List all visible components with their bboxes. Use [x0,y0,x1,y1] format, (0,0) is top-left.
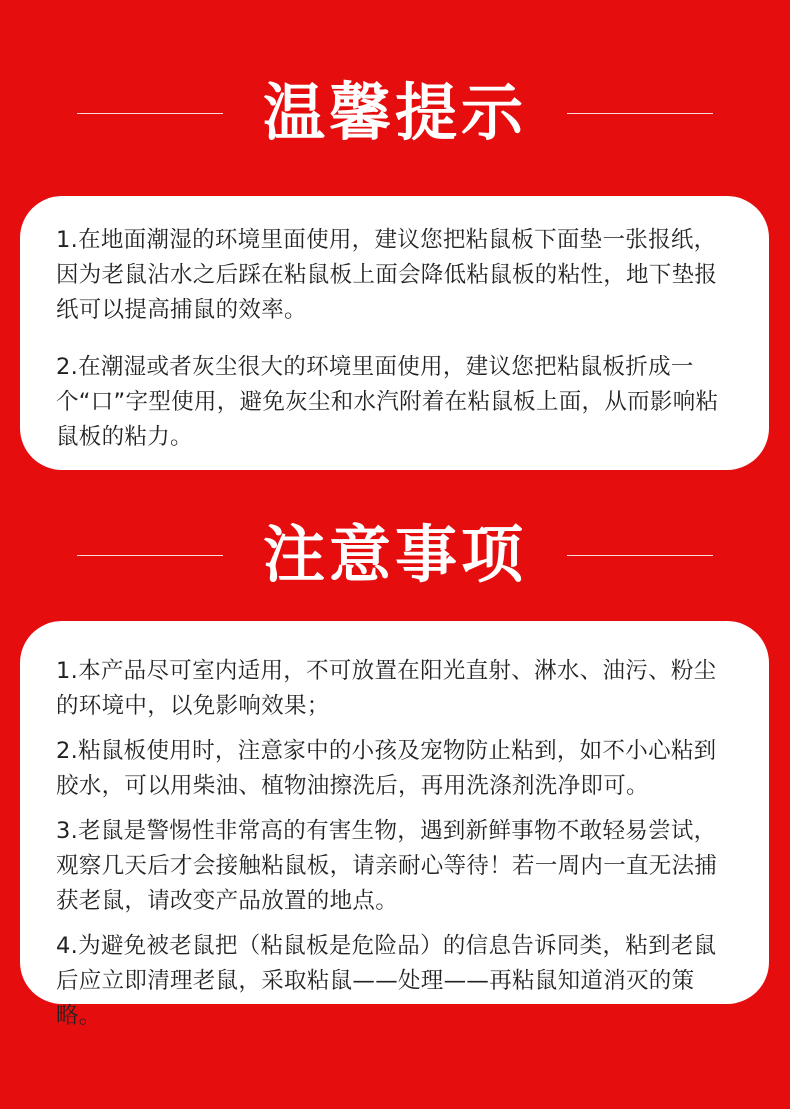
tips-title: 温馨提示 [262,76,527,149]
tip-item-1: 1.在地面潮湿的环境里面使用，建议您把粘鼠板下面垫一张报纸，因为老鼠沾水之后踩在粘鼠板上面会降低粘鼠板的粘性，地下垫报纸可以提高捕鼠的效率。 [56,227,718,323]
notes-title: 注意事项 [262,518,527,591]
tips-card [20,196,769,470]
notes-header [0,510,790,600]
note-item-2: 2.粘鼠板使用时，注意家中的小孩及宠物防止粘到，如不小心粘到胶水，可以用柴油、植物油擦洗后，再用洗涤剂洗净即可。 [56,738,717,799]
header-divider-right [567,113,713,114]
note-item-4: 4.为避免被老鼠把（粘鼠板是危险品）的信息告诉同类，粘到老鼠后应立即清理老鼠，采取粘鼠——处理——再粘鼠知道消灭的策略。 [56,933,717,1029]
tips-header [0,68,790,158]
note-item-1: 1.本产品尽可室内适用，不可放置在阳光直射、淋水、油污、粉尘的环境中，以免影响效果； [56,658,717,719]
tip-item-2: 2.在潮湿或者灰尘很大的环境里面使用，建议您把粘鼠板折成一个“口”字型使用，避免灰尘和水汽附着在粘鼠板上面，从而影响粘鼠板的粘力。 [56,354,719,450]
note-item-3: 3.老鼠是警惕性非常高的有害生物，遇到新鲜事物不敢轻易尝试，观察几天后才会接触粘鼠板，请亲耐心等待！若一周内一直无法捕获老鼠，请改变产品放置的地点。 [56,818,718,914]
header-divider-right [567,555,713,556]
notes-card [20,621,769,1029]
